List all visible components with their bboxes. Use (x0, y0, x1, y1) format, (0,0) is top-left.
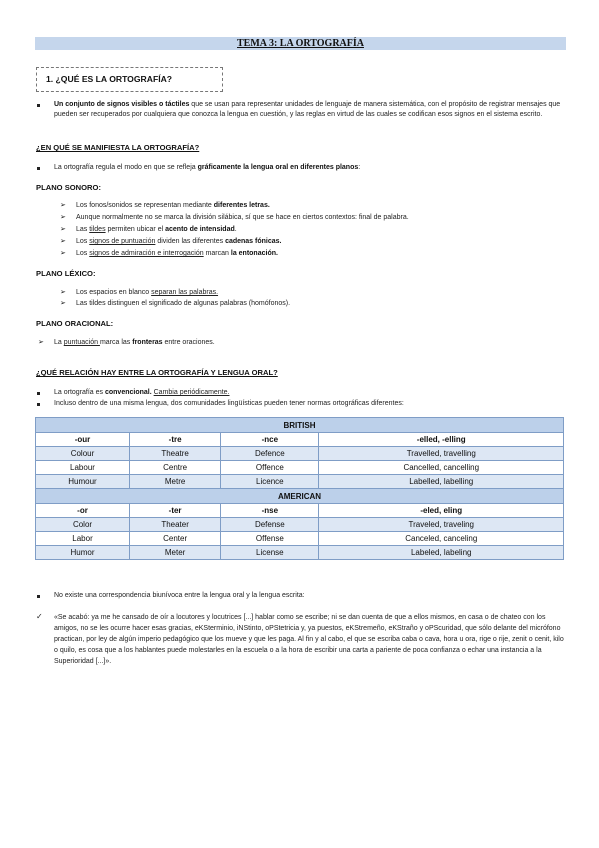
square-bullet-icon (37, 403, 40, 406)
quote-paragraph: «Se acabó: ya me he cansado de oír a locutores y locutrices [...] hablar como se escribe; ni se dan cuenta de que a ellos mismos, en casa o de chateo con los amigos, no se les ocurre hacer esas gracias, eKSterminio, iNStinto, oPStetricia y, ya puestos, eKStremeño, eKStraño y oPScuridad, que sólo delante del micrófono practican, por ley de algún imperio pedagógico que los mueve y que les paga. Al fin y al cabo, el que se escriba caba o cava, hora u ora, rige o rije, zenit o cenit, kilo o quilo, es cosa que a los hablantes puede molestarles en la escuela o a la hora de escribir una carta a pariente de poca confianza o echar una instancia a la Superioridad [...]». (54, 614, 564, 665)
intro-bold: Un conjunto de signos visibles o táctiles (54, 101, 190, 108)
square-bullet-icon (37, 167, 40, 170)
lexico-item-1 (76, 288, 218, 298)
heading-plano-lexico: PLANO LÉXICO: (36, 269, 96, 278)
table-row (36, 532, 564, 546)
arrow-bullet-icon: ➢ (60, 214, 66, 221)
arrow-bullet-icon: ➢ (38, 339, 44, 346)
table-cell: Labor (36, 532, 130, 546)
table-header-cell: -tre (130, 433, 221, 447)
lexico-1-pre: Los espacios en blanco (76, 289, 152, 296)
table-band-british (36, 418, 564, 433)
table-cell: Canceled, canceling (319, 532, 564, 546)
table-cell: Metre (130, 475, 221, 489)
oracional-mid: marca las (99, 339, 133, 346)
biunivoca-item: No existe una correspondencia biunívoca entre la lengua oral y la lengua escrita: (54, 592, 305, 599)
table-cell: Humour (36, 475, 130, 489)
table-header-cell: -nce (221, 433, 319, 447)
relacion-item-1 (54, 388, 230, 398)
intro-text: que se usan para representar unidades de lenguaje de manera sistemática, con el propósito de registrar mensajes que pueden ser recuperados por cualquiera que conozca la lengua en cuestión, y las reglas en virtud de las cuales se codifican esos signos en el sistema escrito. (54, 101, 561, 118)
lexico-1-underlined: separan las palabras. (151, 289, 219, 296)
regula-bold: gráficamente la lengua oral en diferentes planos (197, 164, 359, 171)
oracional-underlined: puntuación (63, 339, 100, 346)
table-header-cell: -elled, -elling (319, 433, 564, 447)
arrow-bullet-icon: ➢ (60, 238, 66, 245)
arrow-bullet-icon: ➢ (60, 250, 66, 257)
table-cell: Offense (221, 532, 319, 546)
table-header-cell: -ter (130, 504, 221, 518)
relacion-item-2: Incluso dentro de una misma lengua, dos comunidades lingüísticas pueden tener normas ortográficas diferentes: (54, 400, 404, 407)
sonoro-3-mid: permiten ubicar el (105, 226, 166, 233)
checkmark-bullet-icon: ✓ (36, 612, 43, 621)
table-cell: Traveled, traveling (319, 518, 564, 532)
lexico-item-2: Las tildes distinguen el significado de algunas palabras (homófonos). (76, 300, 291, 307)
table-cell: Center (130, 532, 221, 546)
sonoro-3-post: . (234, 226, 237, 233)
sonoro-item-3 (76, 225, 237, 235)
table-cell: Colour (36, 447, 130, 461)
sonoro-4-bold: cadenas fónicas. (225, 238, 282, 245)
sonoro-3-pre: Las (76, 226, 90, 233)
table-cell: Cancelled, cancelling (319, 461, 564, 475)
table-band-american (36, 489, 564, 504)
oracional-bold: fronteras (132, 339, 163, 346)
table-row (36, 518, 564, 532)
square-bullet-icon (37, 595, 40, 598)
arrow-bullet-icon: ➢ (60, 226, 66, 233)
sonoro-3-underlined: tildes (89, 226, 106, 233)
table-row (36, 461, 564, 475)
sonoro-3-bold: acento de intensidad (165, 226, 235, 233)
table-header-row-american (36, 504, 564, 518)
heading-plano-oracional: PLANO ORACIONAL: (36, 319, 114, 328)
arrow-bullet-icon: ➢ (60, 300, 66, 307)
square-bullet-icon (37, 104, 40, 107)
table-cell: Humor (36, 546, 130, 560)
sonoro-item-4 (76, 237, 281, 247)
sonoro-item-5 (76, 249, 278, 259)
page-title: TEMA 3: LA ORTOGRAFÍA (35, 37, 566, 50)
sonoro-5-mid: marcan (203, 250, 231, 257)
table-cell: Licence (221, 475, 319, 489)
section-heading-que-es: 1. ¿QUÉ ES LA ORTOGRAFÍA? (36, 67, 223, 92)
relacion-1-bold: convencional. (104, 389, 152, 396)
heading-manifiesta: ¿EN QUÉ SE MANIFIESTA LA ORTOGRAFÍA? (36, 143, 200, 152)
oracional-post: entre oraciones. (162, 339, 215, 346)
table-row (36, 546, 564, 560)
relacion-1-pre: La ortografía es (54, 389, 105, 396)
table-header-cell: -eled, eling (319, 504, 564, 518)
arrow-bullet-icon: ➢ (60, 289, 66, 296)
american-label: AMERICAN (36, 489, 564, 504)
sonoro-1-bold: diferentes letras. (213, 202, 270, 209)
table-cell: Theatre (130, 447, 221, 461)
table-header-cell: -or (36, 504, 130, 518)
regula-paragraph (54, 163, 360, 173)
sonoro-5-bold: la entonación. (230, 250, 278, 257)
regula-post: : (358, 164, 361, 171)
table-header-cell: -our (36, 433, 130, 447)
british-label: BRITISH (36, 418, 564, 433)
sonoro-item-1 (76, 201, 270, 211)
spelling-comparison-table (35, 417, 564, 560)
sonoro-4-mid: dividen las diferentes (155, 238, 226, 245)
table-cell: Meter (130, 546, 221, 560)
table-header-row-british (36, 433, 564, 447)
table-cell: Defense (221, 518, 319, 532)
relacion-1-underlined: Cambia periódicamente. (153, 389, 230, 396)
oracional-item (54, 338, 215, 348)
table-cell: Theater (130, 518, 221, 532)
table-cell: Labeled, labeling (319, 546, 564, 560)
oracional-pre: La (54, 339, 64, 346)
sonoro-4-pre: Los (76, 238, 90, 245)
table-cell: License (221, 546, 319, 560)
table-header-cell: -nse (221, 504, 319, 518)
table-cell: Offence (221, 461, 319, 475)
square-bullet-icon (37, 392, 40, 395)
table-cell: Color (36, 518, 130, 532)
table-cell: Labelled, labelling (319, 475, 564, 489)
table-cell: Labour (36, 461, 130, 475)
table-row (36, 475, 564, 489)
sonoro-5-underlined: signos de admiración e interrogación (89, 250, 204, 257)
table-cell: Travelled, travelling (319, 447, 564, 461)
sonoro-5-pre: Los (76, 250, 90, 257)
intro-paragraph (54, 100, 566, 120)
sonoro-item-2: Aunque normalmente no se marca la división silábica, sí que se hace en ciertos contextos: final de palabra. (76, 214, 409, 221)
heading-relacion: ¿QUÉ RELACIÓN HAY ENTRE LA ORTOGRAFÍA Y LENGUA ORAL? (36, 368, 278, 377)
sonoro-4-underlined: signos de puntuación (89, 238, 156, 245)
sonoro-1-text: Los fonos/sonidos se representan mediante (76, 202, 214, 209)
regula-pre: La ortografía regula el modo en que se refleja (54, 164, 198, 171)
arrow-bullet-icon: ➢ (60, 202, 66, 209)
table-cell: Defence (221, 447, 319, 461)
table-row (36, 447, 564, 461)
heading-plano-sonoro: PLANO SONORO: (36, 183, 101, 192)
table-cell: Centre (130, 461, 221, 475)
